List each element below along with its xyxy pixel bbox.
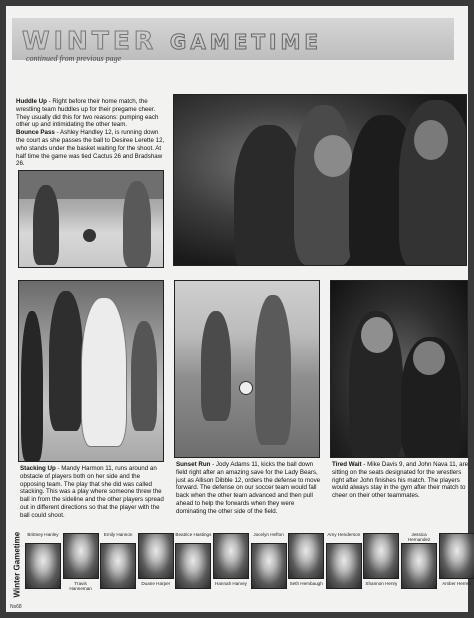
portrait [363,533,399,586]
caption-heading: Stacking Up [20,465,56,472]
portrait-photo [439,533,474,579]
page-title [22,26,322,55]
portrait-photo [175,543,211,589]
sidebar-label-text: Winter Gametime [12,531,22,598]
photo-huddle-up [173,94,467,266]
portrait-name: Emily Hannon [103,532,133,537]
portrait-photo [63,533,99,579]
photo-stacking-up [18,280,164,462]
caption-huddle-bounce [16,98,166,168]
photo-sunset-run [174,280,320,458]
portrait [251,533,287,589]
portrait [439,533,474,586]
portrait-name: Shannon Henry [365,581,398,586]
portrait-name: Amy Henderson [327,532,361,537]
caption-body: - Ashley Handley 12, is running down the court as she passes the ball to Desiree Lerette 12, who stands under the basket waiting for the shoot. At half time the game was tied Cactus 26 and Bradshaw 26. [16,129,165,168]
portrait-photo [363,533,399,579]
title-word-winter: WINTER [22,26,158,55]
title-word-gametime: GAMETIME [169,30,323,54]
caption-tired-wait [332,461,470,500]
photo-tired-wait [330,280,468,458]
portrait-photo [326,543,362,589]
portrait-name: Seth Hembaugh [289,581,323,586]
portrait-photo [25,543,61,589]
sidebar-section-label [10,522,22,600]
portrait [213,533,249,586]
portrait-name: Jocelyn Hefton [253,532,284,537]
caption-stacking-up [20,465,166,520]
caption-body: - Right before their home match, the wrestling team huddles up for their pregame cheer. They usually did this for two reasons: pumping each other up and intimidating the other team. [16,98,159,129]
portrait [401,533,437,589]
portrait-photo [100,543,136,589]
continued-note: continued from previous page [26,54,122,63]
portrait-name: Brittney Hanley [27,532,59,537]
portrait [138,533,174,586]
portrait-photo [138,533,174,579]
portrait-photo [213,533,249,579]
portrait [63,533,99,592]
portrait-photo [251,543,287,589]
portrait-photo [401,543,437,589]
portrait-photo [288,533,324,579]
portrait [25,533,61,589]
portrait-name: Amber Herren [442,581,472,586]
portrait [100,533,136,589]
portrait-name: Hannah Harvey [215,581,247,586]
caption-sunset-run [176,461,322,516]
photo-bounce-pass [18,170,164,268]
caption-heading: Bounce Pass [16,129,55,137]
portrait [175,533,211,589]
caption-body: - Jody Adams 11, kicks the ball down field right after an amazing save for the Lady Bears, just as Allison Dibble 12, orders the defense to move forward. The defense on our soccer team would fall back when the other team advanced and then pull ahead to help the forwards when they were dominating the other side of the field. [176,461,321,515]
caption-heading: Tired Wait [332,461,362,468]
caption-heading: Sunset Run [176,461,211,468]
portrait [288,533,324,586]
caption-body: - Mike Davis 9, and John Nava 11, are sitting on the seats designated for the wrestlers right after John finishes his match. The players would always stay in the gym after their match to cheer on their other teammates. [332,461,469,500]
portrait-name: Duane Harper [141,581,171,586]
portrait-name: Beatrice Hastings [175,532,212,537]
folio: Ns68 [10,604,22,610]
portrait [326,533,362,589]
portrait-name: Jessica Hernandez [407,532,431,543]
caption-body: - Mandy Harmon 11, runs around an obstacle of players both on her side and the opposing team. The play that she did was called stacking. This was a play where someone threw the ball in from the sideline and the other players spread out in different directions so that the player with the ball could shoot. [20,465,164,519]
caption-heading: Huddle Up [16,98,47,105]
portrait-name: Travis Hanneman [69,581,92,592]
